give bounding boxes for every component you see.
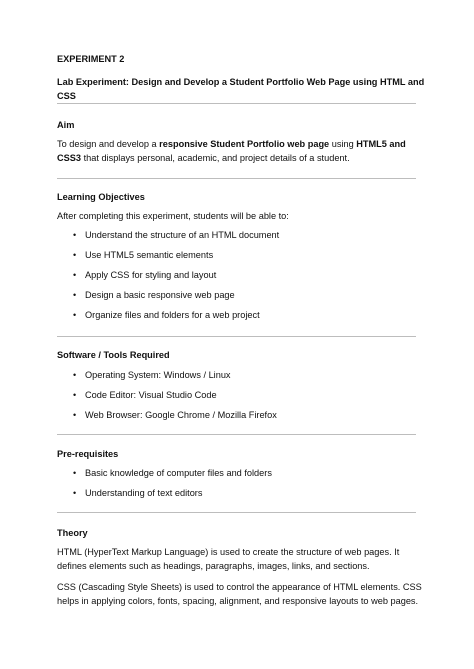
aim-text-part: To design and develop a xyxy=(57,139,160,149)
bullet-icon: • xyxy=(73,290,77,300)
list-item-text: Understand the structure of an HTML document xyxy=(85,230,280,240)
theory-heading: Theory xyxy=(57,528,88,538)
software-tools-list xyxy=(57,368,427,428)
theory-paragraph: HTML (HyperText Markup Language) is used to create the structure of web pages. It defines elements such as headings, paragraphs, images, links, and sections. xyxy=(57,547,400,571)
learning-objectives-intro: After completing this experiment, students will be able to: xyxy=(57,211,289,221)
learning-objectives-list xyxy=(57,228,427,328)
list-item-text: Apply CSS for styling and layout xyxy=(85,270,217,280)
list-item xyxy=(57,308,427,328)
bullet-icon: • xyxy=(73,310,77,320)
experiment-title: Lab Experiment: Design and Develop a Student Portfolio Web Page using HTML and CSS xyxy=(57,77,425,101)
prerequisites-heading: Pre-requisites xyxy=(57,449,119,459)
list-item-text: Operating System: Windows / Linux xyxy=(85,370,231,380)
bullet-icon: • xyxy=(73,230,77,240)
list-item-text: Understanding of text editors xyxy=(85,488,203,498)
experiment-label: EXPERIMENT 2 xyxy=(57,54,125,64)
bullet-icon: • xyxy=(73,270,77,280)
list-item xyxy=(57,268,427,288)
aim-text-part: using xyxy=(329,139,357,149)
list-item-text: Organize files and folders for a web project xyxy=(85,310,260,320)
bullet-icon: • xyxy=(73,390,77,400)
list-item-text: Code Editor: Visual Studio Code xyxy=(85,390,217,400)
list-item xyxy=(57,466,427,486)
aim-text xyxy=(57,137,422,165)
learning-objectives-heading: Learning Objectives xyxy=(57,192,145,202)
bullet-icon: • xyxy=(73,410,77,420)
divider xyxy=(57,434,416,435)
aim-text-bold: responsive Student Portfolio web page xyxy=(159,139,330,149)
aim-heading: Aim xyxy=(57,120,75,130)
bullet-icon: • xyxy=(73,488,77,498)
list-item-text: Web Browser: Google Chrome / Mozilla Firefox xyxy=(85,410,277,420)
list-item xyxy=(57,288,427,308)
bullet-icon: • xyxy=(73,250,77,260)
list-item xyxy=(57,228,427,248)
bullet-icon: • xyxy=(73,468,77,478)
list-item xyxy=(57,388,427,408)
list-item-text: Design a basic responsive web page xyxy=(85,290,235,300)
divider xyxy=(57,178,416,179)
bullet-icon: • xyxy=(73,370,77,380)
aim-text-part: that displays personal, academic, and project details of a student. xyxy=(81,153,350,163)
list-item xyxy=(57,408,427,428)
list-item xyxy=(57,248,427,268)
software-tools-heading: Software / Tools Required xyxy=(57,350,170,360)
divider xyxy=(57,103,416,104)
list-item-text: Basic knowledge of computer files and folders xyxy=(85,468,272,478)
aim-text-bold: HTML5 and CSS3 xyxy=(57,139,406,163)
theory-paragraph: CSS (Cascading Style Sheets) is used to control the appearance of HTML elements. CSS helps in applying colors, fonts, spacing, alignment, and responsive layouts to web pages. xyxy=(57,582,422,606)
prerequisites-list xyxy=(57,466,427,506)
list-item xyxy=(57,368,427,388)
list-item-text: Use HTML5 semantic elements xyxy=(85,250,214,260)
divider xyxy=(57,336,416,337)
list-item xyxy=(57,486,427,506)
divider xyxy=(57,512,416,513)
